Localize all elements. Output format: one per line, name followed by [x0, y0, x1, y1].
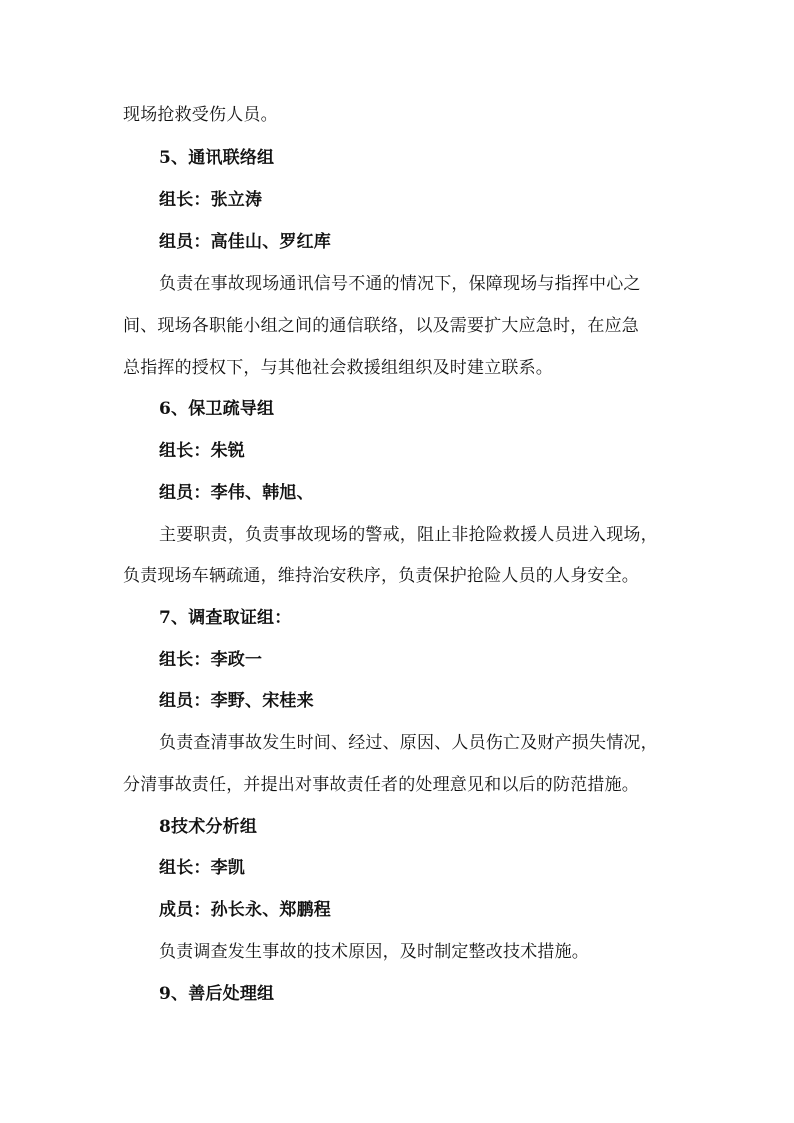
team-members-line: 组员：高佳山、罗红库 [159, 232, 331, 252]
body-text-line: 负责在事故现场通讯信号不通的情况下，保障现场与指挥中心之 [159, 274, 641, 294]
section-heading-security: 6、保卫疏导组 [159, 399, 275, 419]
body-text-line: 现场抢救受伤人员。 [123, 105, 278, 125]
body-text-line: 负责查清事故发生时间、经过、原因、人员伤亡及财产损失情况， [159, 733, 658, 753]
body-text-line: 间、现场各职能小组之间的通信联络，以及需要扩大应急时，在应急 [123, 316, 639, 336]
section-heading-investigation: 7、调查取证组： [159, 608, 292, 628]
section-heading-communications: 5、通讯联络组 [159, 148, 275, 168]
body-text-line: 负责现场车辆疏通，维持治安秩序，负责保护抢险人员的人身安全。 [123, 566, 639, 586]
team-members-line: 组员：李伟、韩旭、 [159, 483, 314, 503]
team-members-line: 组员：李野、宋桂来 [159, 691, 314, 711]
body-text-line: 主要职责，负责事故现场的警戒，阻止非抢险救援人员进入现场， [159, 525, 658, 545]
team-leader-line: 组长：张立涛 [159, 190, 263, 210]
section-heading-aftermath: 9、善后处理组 [159, 984, 275, 1004]
body-text-line: 总指挥的授权下，与其他社会救援组组织及时建立联系。 [123, 358, 553, 378]
team-leader-line: 组长：李政一 [159, 650, 263, 670]
body-text-line: 分清事故责任，并提出对事故责任者的处理意见和以后的防范措施。 [123, 775, 639, 795]
team-members-line: 成员：孙长永、郑鹏程 [159, 900, 331, 920]
team-leader-line: 组长：朱锐 [159, 441, 245, 461]
team-leader-line: 组长：李凯 [159, 858, 245, 878]
section-heading-technical-analysis: 8技术分析组 [159, 817, 258, 837]
body-text-line: 负责调查发生事故的技术原因，及时制定整改技术措施。 [159, 942, 589, 962]
